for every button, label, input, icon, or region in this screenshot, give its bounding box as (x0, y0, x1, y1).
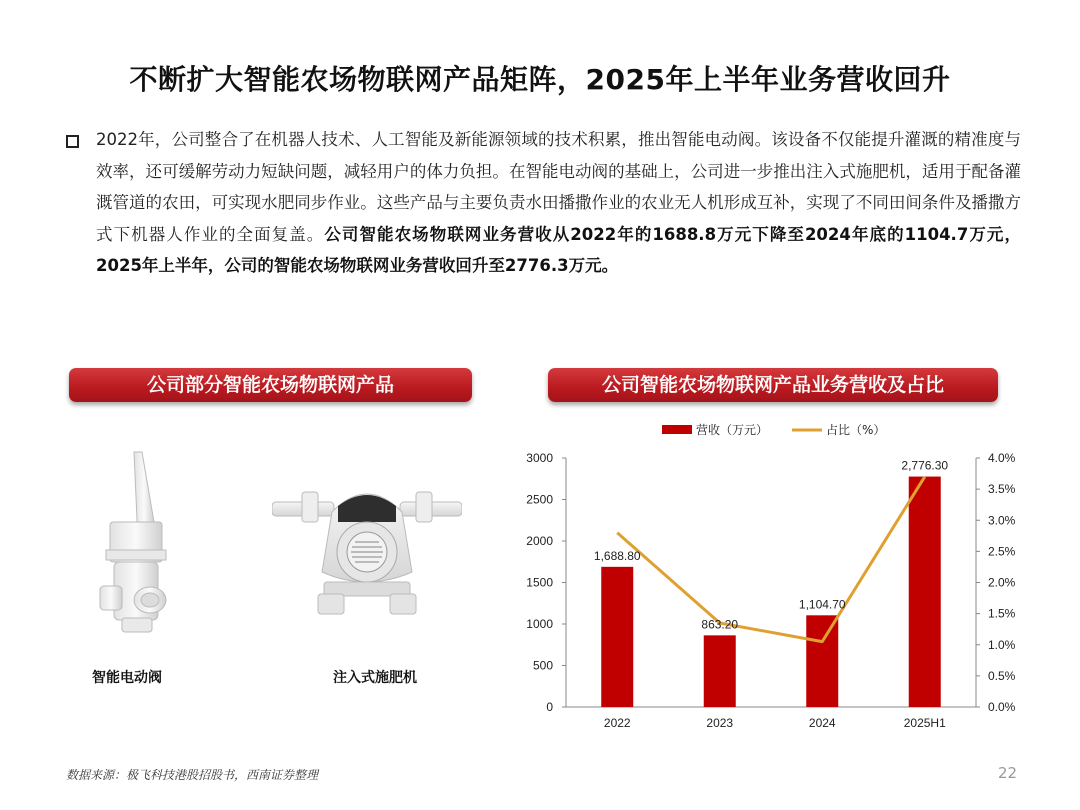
electric-valve-image (92, 450, 182, 635)
product-label-valve: 智能电动阀 (92, 670, 162, 686)
y-left-tick-label: 1000 (526, 617, 553, 631)
legend-bar-swatch (662, 425, 692, 434)
y-right-tick-label: 3.5% (988, 482, 1016, 497)
revenue-bar (704, 635, 736, 707)
x-tick-label: 2025H1 (903, 716, 946, 730)
y-right-tick-label: 1.5% (988, 606, 1016, 621)
summary-highlight: 公司智能农场物联网业务营收从2022年的1688.8万元下降至2024年底的1104.7万元，2025年上半年，公司的智能农场物联网业务营收回升至2776.3万元。 (96, 224, 1021, 275)
y-left-tick-label: 500 (532, 658, 553, 673)
y-right-tick-label: 0.5% (988, 668, 1016, 683)
y-right-tick-label: 2.5% (988, 544, 1016, 559)
fertilizer-injector-image (272, 482, 462, 617)
y-right-tick-label: 4.0% (988, 451, 1016, 465)
revenue-chart-banner: 公司智能农场物联网产品业务营收及占比 (548, 368, 998, 402)
summary-text: 2022年，公司整合了在机器人技术、人工智能及新能源领域的技术积累，推出智能电动阀。该设备不仅能提升灌溉的精准度与效率，还可缓解劳动力短缺问题，减轻用户的体力负担。在智能电动阀的基础上，公司进一步推出注入式施肥机，适用于配备灌溉管道的农田，可实现水肥同步作业。这些产品与主要负责水田播撒作业的农业无人机形成互补，实现了不同田间条件及播撒方式下机器人作业的全面复盖。 (96, 130, 1021, 244)
y-left-tick-label: 2500 (526, 492, 553, 507)
legend-share-label: 占比（%） (826, 423, 886, 437)
summary-paragraph (96, 124, 1021, 282)
y-right-tick-label: 3.0% (988, 513, 1016, 528)
y-left-tick-label: 1500 (526, 575, 553, 590)
y-left-tick-label: 3000 (526, 451, 553, 465)
bar-data-label: 1,688.80 (593, 548, 641, 563)
x-tick-label: 2024 (808, 716, 836, 730)
bar-data-label: 1,104.70 (798, 597, 846, 612)
data-source: 数据来源：极飞科技港股招股书，西南证券整理 (66, 768, 319, 782)
chart-legend (662, 422, 885, 437)
product-label-fertilizer: 注入式施肥机 (333, 670, 417, 686)
x-tick-label: 2023 (706, 716, 734, 730)
share-line (617, 477, 925, 642)
page-title: 不断扩大智能农场物联网产品矩阵，2025年上半年业务营收回升 (129, 63, 951, 96)
y-right-tick-label: 2.0% (988, 575, 1016, 590)
page-number: 22 (998, 764, 1018, 782)
revenue-bar (909, 477, 941, 707)
revenue-bar (601, 567, 633, 707)
bar-data-label: 863.20 (701, 617, 739, 632)
x-tick-label: 2022 (603, 716, 631, 730)
bar-data-label: 2,776.30 (901, 458, 949, 473)
y-right-tick-label: 1.0% (988, 637, 1016, 652)
products-banner: 公司部分智能农场物联网产品 (69, 368, 472, 402)
y-left-tick-label: 2000 (526, 534, 553, 548)
legend-revenue-label: 营收（万元） (696, 423, 769, 437)
revenue-chart (510, 415, 1040, 735)
square-bullet-icon (66, 135, 79, 148)
y-right-tick-label: 0.0% (988, 700, 1016, 714)
y-left-tick-label: 0 (546, 700, 553, 714)
revenue-bar (806, 615, 838, 707)
